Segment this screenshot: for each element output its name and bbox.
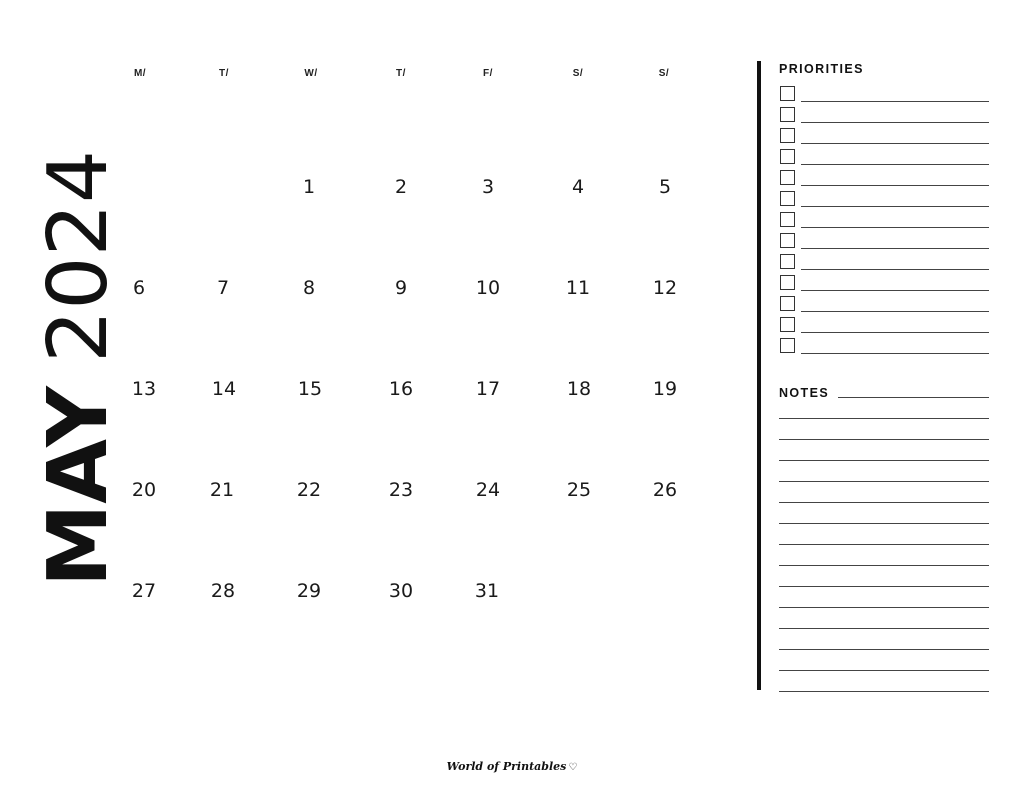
calendar-day: 25 (566, 479, 592, 501)
priority-checkbox[interactable] (780, 338, 795, 353)
note-writing-line[interactable] (779, 649, 989, 650)
priority-checkbox[interactable] (780, 149, 795, 164)
note-writing-line[interactable] (779, 481, 989, 482)
priority-checkbox[interactable] (780, 170, 795, 185)
priority-checkbox[interactable] (780, 107, 795, 122)
weekday-label: T/ (219, 68, 229, 79)
calendar-day: 10 (475, 277, 501, 299)
priority-checkbox[interactable] (780, 296, 795, 311)
calendar-day: 11 (565, 277, 591, 299)
note-writing-line[interactable] (779, 691, 989, 692)
calendar-day: 31 (474, 580, 500, 602)
priority-checkbox[interactable] (780, 212, 795, 227)
calendar-day: 9 (394, 277, 408, 299)
weekday-label: M/ (133, 68, 147, 79)
priority-writing-line[interactable] (801, 311, 989, 312)
calendar-day: 16 (388, 378, 414, 400)
calendar-day: 13 (131, 378, 157, 400)
note-writing-line[interactable] (779, 628, 989, 629)
priority-checkbox[interactable] (780, 317, 795, 332)
priority-writing-line[interactable] (801, 164, 989, 165)
priorities-heading: PRIORITIES (779, 62, 864, 76)
notes-heading-rule (838, 397, 989, 398)
year-title: 2024 (31, 154, 126, 364)
note-writing-line[interactable] (779, 460, 989, 461)
weekday-label: T/ (396, 68, 406, 79)
calendar-day: 5 (658, 176, 672, 198)
priority-writing-line[interactable] (801, 122, 989, 123)
footer-brand (0, 760, 1024, 773)
priority-writing-line[interactable] (801, 269, 989, 270)
priority-writing-line[interactable] (801, 332, 989, 333)
note-writing-line[interactable] (779, 565, 989, 566)
priority-checkbox[interactable] (780, 86, 795, 101)
calendar-day: 8 (302, 277, 316, 299)
calendar-day: 22 (296, 479, 322, 501)
calendar-day: 6 (132, 277, 146, 299)
priority-writing-line[interactable] (801, 185, 989, 186)
month-year-title (30, 150, 126, 600)
priority-writing-line[interactable] (801, 290, 989, 291)
priority-checkbox[interactable] (780, 233, 795, 248)
priority-writing-line[interactable] (801, 101, 989, 102)
calendar-day: 7 (216, 277, 230, 299)
calendar-day: 12 (652, 277, 678, 299)
weekday-label: S/ (572, 68, 584, 79)
calendar-day: 2 (394, 176, 408, 198)
calendar-day: 23 (388, 479, 414, 501)
calendar-day: 4 (571, 176, 585, 198)
calendar-day: 18 (566, 378, 592, 400)
weekday-label: F/ (483, 68, 493, 79)
heart-icon: ♡ (568, 762, 578, 773)
weekday-label: W/ (304, 68, 318, 79)
note-writing-line[interactable] (779, 544, 989, 545)
priority-writing-line[interactable] (801, 353, 989, 354)
note-writing-line[interactable] (779, 439, 989, 440)
note-writing-line[interactable] (779, 523, 989, 524)
priority-checkbox[interactable] (780, 128, 795, 143)
calendar-day: 20 (131, 479, 157, 501)
note-writing-line[interactable] (779, 586, 989, 587)
calendar-day: 21 (209, 479, 235, 501)
calendar-day: 14 (211, 378, 237, 400)
brand-logo-text: World of Printables (446, 760, 567, 773)
calendar-day: 19 (652, 378, 678, 400)
calendar-day: 26 (652, 479, 678, 501)
priority-checkbox[interactable] (780, 254, 795, 269)
calendar-day: 3 (481, 176, 495, 198)
priority-checkbox[interactable] (780, 191, 795, 206)
note-writing-line[interactable] (779, 670, 989, 671)
priority-writing-line[interactable] (801, 143, 989, 144)
calendar-day: 15 (297, 378, 323, 400)
priority-writing-line[interactable] (801, 206, 989, 207)
priority-writing-line[interactable] (801, 227, 989, 228)
svg-text:MAY 2024 (31, 150, 126, 587)
note-writing-line[interactable] (779, 418, 989, 419)
calendar-day: 17 (475, 378, 501, 400)
priority-writing-line[interactable] (801, 248, 989, 249)
calendar-day: 27 (131, 580, 157, 602)
note-writing-line[interactable] (779, 607, 989, 608)
calendar-day: 24 (475, 479, 501, 501)
note-writing-line[interactable] (779, 502, 989, 503)
calendar-day: 28 (210, 580, 236, 602)
weekday-label: S/ (658, 68, 670, 79)
month-title: MAY (31, 390, 126, 587)
vertical-divider (757, 61, 761, 690)
calendar-day: 29 (296, 580, 322, 602)
notes-heading: NOTES (779, 386, 830, 400)
calendar-day: 30 (388, 580, 414, 602)
calendar-day: 1 (302, 176, 316, 198)
priority-checkbox[interactable] (780, 275, 795, 290)
